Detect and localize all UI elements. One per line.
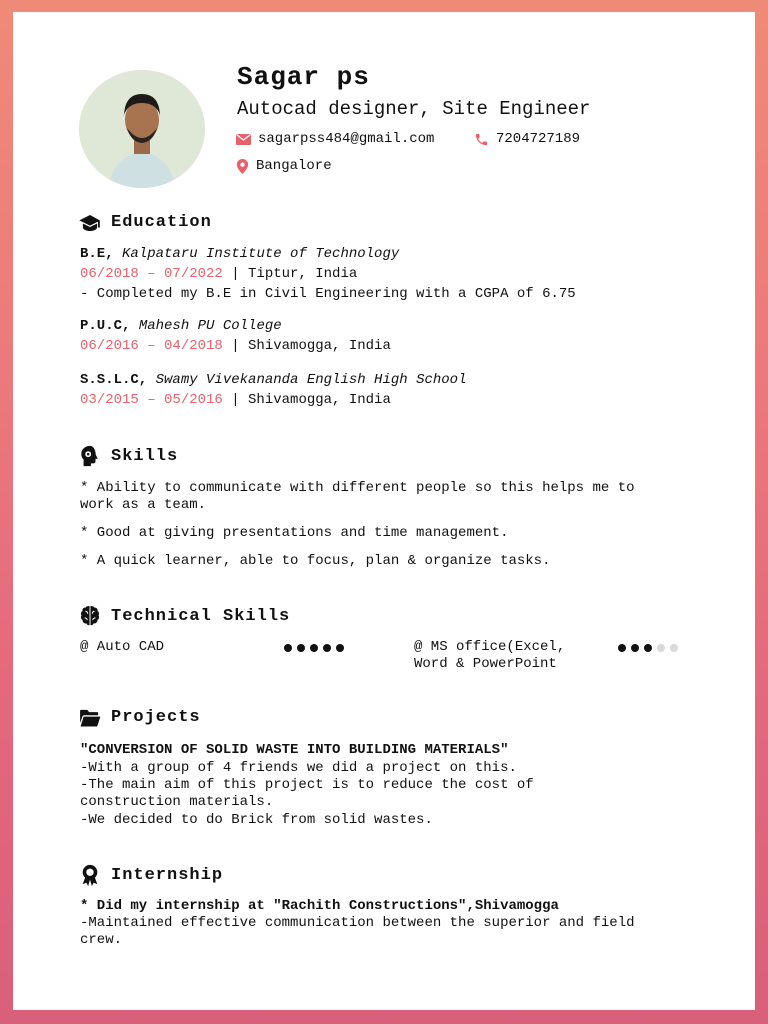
education-entry-title <box>80 372 466 388</box>
project-line: -With a group of 4 friends we did a project on this. <box>80 760 517 776</box>
folder-open-icon <box>79 709 101 727</box>
place: | Tiptur, India <box>222 266 358 282</box>
head-brain-icon <box>79 445 101 467</box>
skill-level-rating <box>618 644 678 652</box>
rating-dot-empty <box>657 644 665 652</box>
skill-item: * Good at giving presentations and time management. <box>80 525 509 541</box>
person-name: Sagar ps <box>237 62 370 92</box>
rating-dot-filled <box>618 644 626 652</box>
section-title: Skills <box>111 446 179 466</box>
education-entry-dates <box>80 338 391 354</box>
person-image <box>79 70 205 188</box>
skill-item: * A quick learner, able to focus, plan & organize tasks. <box>80 553 551 569</box>
degree: P.U.C, <box>80 318 131 334</box>
rating-dot-filled <box>323 644 331 652</box>
place: | Shivamogga, India <box>222 338 391 354</box>
education-entry-note: - Completed my B.E in Civil Engineering with a CGPA of 6.75 <box>80 286 576 302</box>
internship-title <box>80 898 559 914</box>
phone-contact[interactable] <box>474 131 580 147</box>
rating-dot-filled <box>336 644 344 652</box>
date-range: 06/2018 – 07/2022 <box>80 266 223 282</box>
education-entry-dates <box>80 266 357 282</box>
section-title: Internship <box>111 865 224 885</box>
profile-photo <box>79 70 205 188</box>
location-text: Bangalore <box>256 158 332 174</box>
brain-icon <box>79 605 101 627</box>
education-heading <box>79 213 212 232</box>
internship-heading-text: * Did my internship at "Rachith Constructions",Shivamogga <box>80 898 559 914</box>
email-text[interactable]: sagarpss484@gmail.com <box>258 131 435 147</box>
place: | Shivamogga, India <box>222 392 391 408</box>
section-title: Education <box>111 213 212 232</box>
skill-level-rating <box>284 644 344 652</box>
internship-line: -Maintained effective communication between the superior and field crew. <box>80 915 635 948</box>
skills-heading <box>79 445 178 467</box>
rating-dot-filled <box>297 644 305 652</box>
rating-dot-empty <box>670 644 678 652</box>
rating-dot-filled <box>284 644 292 652</box>
institution: Kalpataru Institute of Technology <box>122 246 400 262</box>
project-line: -The main aim of this project is to reduce the cost of construction materials. <box>80 777 534 810</box>
phone-icon <box>474 132 489 147</box>
skill-item: * Ability to communicate with different people so this helps me to work as a team. <box>80 480 635 513</box>
location-contact <box>236 158 332 174</box>
internship-heading <box>79 864 223 886</box>
education-entry-title <box>80 246 399 262</box>
degree: S.S.L.C, <box>80 372 148 388</box>
projects-heading <box>79 708 201 727</box>
institution: Mahesh PU College <box>138 318 282 334</box>
technical-skills-heading <box>79 605 290 627</box>
education-entry-title <box>80 318 282 334</box>
location-pin-icon <box>236 159 249 174</box>
tech-skill-name: @ MS office(Excel, Word & PowerPoint <box>414 639 566 672</box>
phone-text[interactable]: 7204727189 <box>496 131 581 147</box>
mail-icon <box>236 134 251 145</box>
rating-dot-filled <box>644 644 652 652</box>
rating-dot-filled <box>631 644 639 652</box>
project-heading: "CONVERSION OF SOLID WASTE INTO BUILDING MATERIALS" <box>80 742 509 758</box>
graduation-cap-icon <box>79 215 101 231</box>
section-title: Technical Skills <box>111 606 291 626</box>
degree: B.E, <box>80 246 114 262</box>
institution: Swamy Vivekananda English High School <box>155 372 467 388</box>
date-range: 03/2015 – 05/2016 <box>80 392 223 408</box>
education-entry-dates <box>80 392 391 408</box>
award-ribbon-icon <box>79 864 101 886</box>
project-title <box>80 742 508 758</box>
email-contact[interactable] <box>236 131 434 147</box>
section-title: Projects <box>111 708 201 727</box>
rating-dot-filled <box>310 644 318 652</box>
job-title: Autocad designer, Site Engineer <box>237 98 591 120</box>
date-range: 06/2016 – 04/2018 <box>80 338 223 354</box>
resume-page <box>13 12 755 1010</box>
tech-skill-name: @ Auto CAD <box>80 639 165 655</box>
project-line: -We decided to do Brick from solid wastes. <box>80 812 433 828</box>
